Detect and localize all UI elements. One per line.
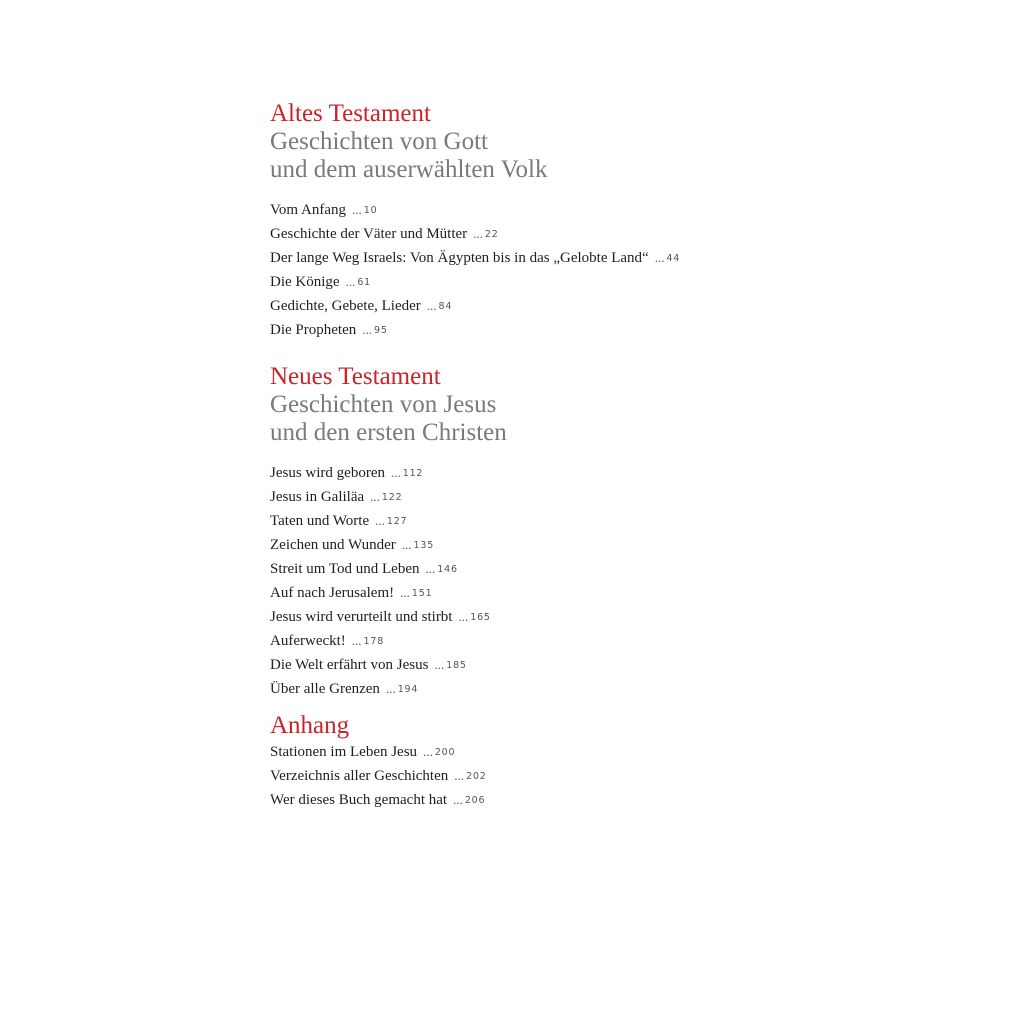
- entry-dots: ...: [345, 274, 356, 289]
- entry-page-number: 185: [446, 660, 467, 671]
- entry-dots: ...: [351, 202, 362, 217]
- toc-entry[interactable]: [270, 271, 970, 295]
- entry-label: Der lange Weg Israels: Von Ägypten bis in das „Gelobte Land“: [270, 250, 649, 266]
- entry-page-number: 194: [397, 684, 419, 695]
- entry-dots: ...: [425, 561, 436, 576]
- entry-dots: ...: [453, 792, 463, 807]
- entry-dots: ...: [434, 657, 445, 672]
- entry-page-number: 84: [438, 301, 453, 312]
- entry-label: Jesus wird geboren: [270, 465, 385, 481]
- toc-entry[interactable]: [270, 765, 970, 789]
- entry-label: Streit um Tod und Leben: [270, 561, 420, 577]
- entry-label: Jesus in Galiläa: [270, 489, 365, 505]
- entry-dots: ...: [401, 537, 412, 552]
- section-subtitle-line: Geschichten von Jesus: [270, 391, 497, 418]
- entry-page-number: 200: [434, 747, 456, 758]
- entry-label: Taten und Worte: [270, 513, 370, 529]
- entry-dots: ...: [375, 513, 385, 528]
- toc-entry[interactable]: [270, 223, 970, 247]
- entry-label: Verzeichnis aller Geschichten: [270, 768, 449, 784]
- entry-list: [270, 462, 970, 702]
- entry-list: [270, 741, 970, 813]
- entry-label: Wer dieses Buch gemacht hat: [270, 792, 448, 808]
- toc-entry[interactable]: [270, 295, 970, 319]
- toc-entry[interactable]: [270, 654, 970, 678]
- entry-label: Gedichte, Gebete, Lieder: [270, 298, 421, 314]
- entry-dots: ...: [400, 585, 410, 600]
- toc-entry[interactable]: [270, 789, 970, 813]
- section-title: Altes Testament: [270, 100, 431, 127]
- entry-page-number: 202: [466, 771, 487, 782]
- entry-page-number: 122: [381, 492, 403, 503]
- entry-page-number: 151: [411, 588, 433, 599]
- toc-entry[interactable]: [270, 247, 970, 271]
- entry-dots: ...: [362, 322, 372, 337]
- toc-entry[interactable]: [270, 606, 970, 630]
- entry-label: Auferweckt!: [270, 633, 346, 649]
- entry-page-number: 178: [363, 636, 385, 647]
- entry-page-number: 127: [386, 516, 408, 527]
- entry-dots: ...: [458, 609, 469, 624]
- entry-dots: ...: [351, 633, 362, 648]
- section-anhang: [270, 712, 970, 813]
- section-altes-testament: [270, 100, 970, 343]
- entry-dots: ...: [654, 250, 665, 265]
- toc-entry[interactable]: [270, 534, 970, 558]
- section-title: Neues Testament: [270, 363, 441, 390]
- toc-entry[interactable]: [270, 678, 970, 702]
- entry-page-number: 206: [464, 795, 486, 806]
- toc-entry[interactable]: [270, 582, 970, 606]
- entry-label: Geschichte der Väter und Mütter: [270, 226, 468, 242]
- entry-label: Stationen im Leben Jesu: [270, 744, 418, 760]
- entry-page-number: 95: [373, 325, 388, 336]
- entry-dots: ...: [390, 465, 401, 480]
- toc-entry[interactable]: [270, 558, 970, 582]
- entry-label: Zeichen und Wunder: [270, 537, 396, 553]
- entry-label: Jesus wird verurteilt und stirbt: [270, 609, 453, 625]
- entry-label: Über alle Grenzen: [270, 681, 380, 697]
- entry-label: Die Welt erfährt von Jesus: [270, 657, 429, 673]
- toc-entry[interactable]: [270, 510, 970, 534]
- entry-label: Die Könige: [270, 274, 340, 290]
- section-subtitle-line: und den ersten Christen: [270, 419, 507, 446]
- section-subtitle-line: Geschichten von Gott: [270, 128, 489, 155]
- entry-label: Vom Anfang: [270, 202, 346, 218]
- entry-page-number: 146: [437, 564, 458, 575]
- entry-list: [270, 199, 970, 343]
- toc-entry[interactable]: [270, 630, 970, 654]
- section-title: Anhang: [270, 712, 350, 739]
- toc-entry[interactable]: [270, 486, 970, 510]
- entry-page-number: 135: [413, 540, 435, 551]
- entry-page-number: 112: [402, 468, 424, 479]
- entry-page-number: 22: [484, 229, 499, 240]
- entry-page-number: 61: [357, 277, 372, 288]
- entry-page-number: 44: [666, 253, 681, 264]
- entry-dots: ...: [385, 681, 396, 696]
- entry-dots: ...: [454, 768, 464, 783]
- section-subtitle-line: und dem auserwählten Volk: [270, 156, 548, 183]
- toc-entry[interactable]: [270, 319, 970, 343]
- entry-page-number: 10: [363, 205, 378, 216]
- entry-label: Die Propheten: [270, 322, 357, 338]
- entry-dots: ...: [370, 489, 380, 504]
- toc-entry[interactable]: [270, 462, 970, 486]
- entry-dots: ...: [473, 226, 483, 241]
- entry-dots: ...: [423, 744, 433, 759]
- entry-label: Auf nach Jerusalem!: [270, 585, 395, 601]
- entry-page-number: 165: [470, 612, 491, 623]
- entry-dots: ...: [426, 298, 437, 313]
- toc-entry[interactable]: [270, 741, 970, 765]
- section-neues-testament: [270, 363, 970, 702]
- toc-entry[interactable]: [270, 199, 970, 223]
